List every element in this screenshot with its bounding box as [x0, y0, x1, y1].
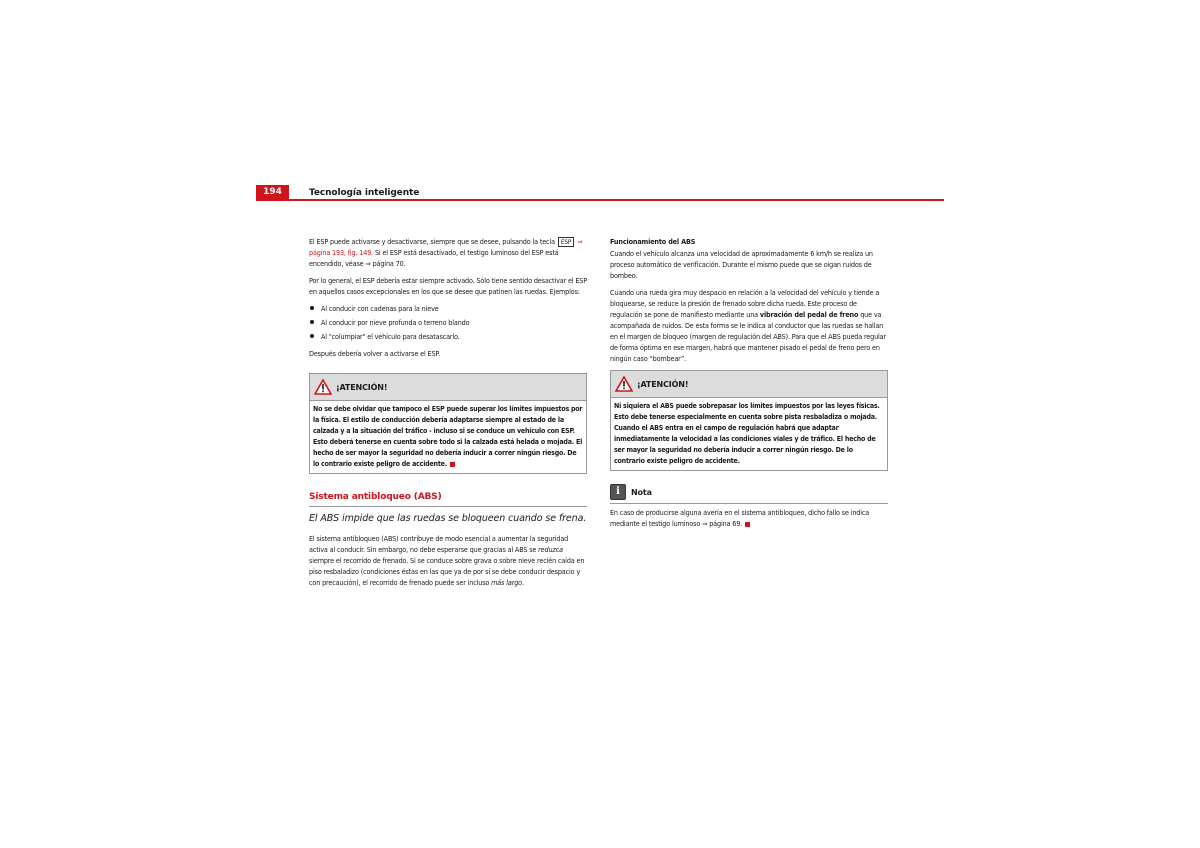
warning-header [310, 374, 586, 401]
warning-text: Ni siquiera el ABS puede sobrepasar los límites impuestos por las leyes físicas. Esto debe tenerse especialmente en cuenta sobre pista resbaladiza o mojada. Cuando el ABS entra en el campo de regulación habrá que adaptar inmediatamente la velocidad a las condiciones viales y de tráfico. El hecho de ser mayor la seguridad no debería inducir a correr ningún riesgo. De lo contrario existe peligro de accidente. [614, 402, 880, 465]
reactivate-paragraph: Después debería volver a activarse el ESP. [309, 349, 440, 358]
header-rule [256, 199, 944, 201]
end-mark-icon [450, 462, 455, 467]
warning-triangle-icon [314, 379, 332, 395]
chapter-title: Tecnología inteligente [309, 188, 420, 198]
warning-title: ¡ATENCIÓN! [637, 379, 689, 389]
info-icon: i [610, 484, 626, 500]
warning-triangle-icon [615, 376, 633, 392]
list-item: Al "columpiar" el vehículo para desatascarlo. [309, 331, 587, 342]
note-title: Nota [631, 487, 652, 497]
warning-title: ¡ATENCIÓN! [336, 382, 388, 392]
subheading: Funcionamiento del ABS [610, 237, 696, 246]
abs-check-paragraph: Cuando el vehículo alcanza una velocidad de aproximadamente 6 km/h se realiza un proceso automático de verificación. Durante el mismo puede que se oigan ruidos de bombeo. [610, 249, 873, 280]
section-title: Sistema antibloqueo (ABS) [309, 492, 587, 507]
esp-key-icon: ESP [558, 237, 574, 247]
esp-info-paragraph: Por lo general, el ESP debería estar siempre activado. Sólo tiene sentido desactivar el ESP en aquellos casos excepcionales en los que se desee que patinen las ruedas. Ejemplos: [309, 276, 588, 296]
page-number: 194 [256, 185, 289, 200]
examples-list [309, 303, 587, 342]
end-mark-icon [745, 522, 750, 527]
abs-regulation-paragraph: Cuando una rueda gira muy despacio en relación a la velocidad del vehículo y tiende a bloquearse, se reduce la presión de frenado sobre dicha rueda. Este proceso de regulación se pone de manifiesto mediante una vibración del pedal de freno que va acompañada de ruidos. De esta forma se le indica al conductor que las ruedas se hallan en el margen de bloqueo (margen de regulación del ABS). Para que el ABS pueda regular de forma óptima en ese margen, habrá que mantener pisado el pedal de freno pero en ningún caso “bombear”. [610, 288, 887, 363]
list-item: Al conducir por nieve profunda o terreno blando [309, 317, 587, 328]
abs-paragraph: El sistema antibloqueo (ABS) contribuye de modo esencial a aumentar la seguridad activa al conducir. Sin embargo, no debe esperarse que gracias al ABS se reduzca siempre el recorrido de frenado. Si se conduce sobre grava o sobre nieve recién caída en piso resbaladizo (condiciones éstas en las que ya de por sí se debe conducir despacio y con precaución), el recorrido de frenado puede ser incluso más largo. [309, 534, 585, 587]
page-link[interactable]: ⇒ página 193, fig. 149 [309, 237, 583, 257]
note-text: En caso de producirse alguna avería en el sistema antibloqueo, dicho fallo se indica mediante el testigo luminoso ⇒ página 69. [610, 508, 870, 528]
warning-header [611, 371, 887, 398]
warning-text: No se debe olvidar que tampoco el ESP puede superar los límites impuestos por la física. El estilo de conducción debería adaptarse siempre al estado de la calzada y a la situación del tráfico - incluso si se conduce un vehículo con ESP. Esto deberá tenerse en cuenta sobre todo si la calzada está helada o mojada. El hecho de ser mayor la seguridad no debería inducir a correr ningún riesgo. De lo contrario existe peligro de accidente. [313, 405, 583, 468]
right-column [610, 236, 888, 535]
warning-box [610, 370, 888, 471]
esp-paragraph: El ESP puede activarse y desactivarse, siempre que se desee, pulsando la tecla ESP ⇒ página 193, fig. 149. Si el ESP está desactivado, el testigo luminoso del ESP está encendido, véase ⇒ página 70. [309, 237, 583, 268]
note-divider [610, 503, 888, 504]
note-header [610, 484, 888, 500]
section-lead: El ABS impide que las ruedas se bloqueen cuando se frena. [309, 513, 587, 524]
list-item: Al conducir con cadenas para la nieve [309, 303, 587, 314]
left-column [309, 236, 587, 594]
warning-box [309, 373, 587, 474]
